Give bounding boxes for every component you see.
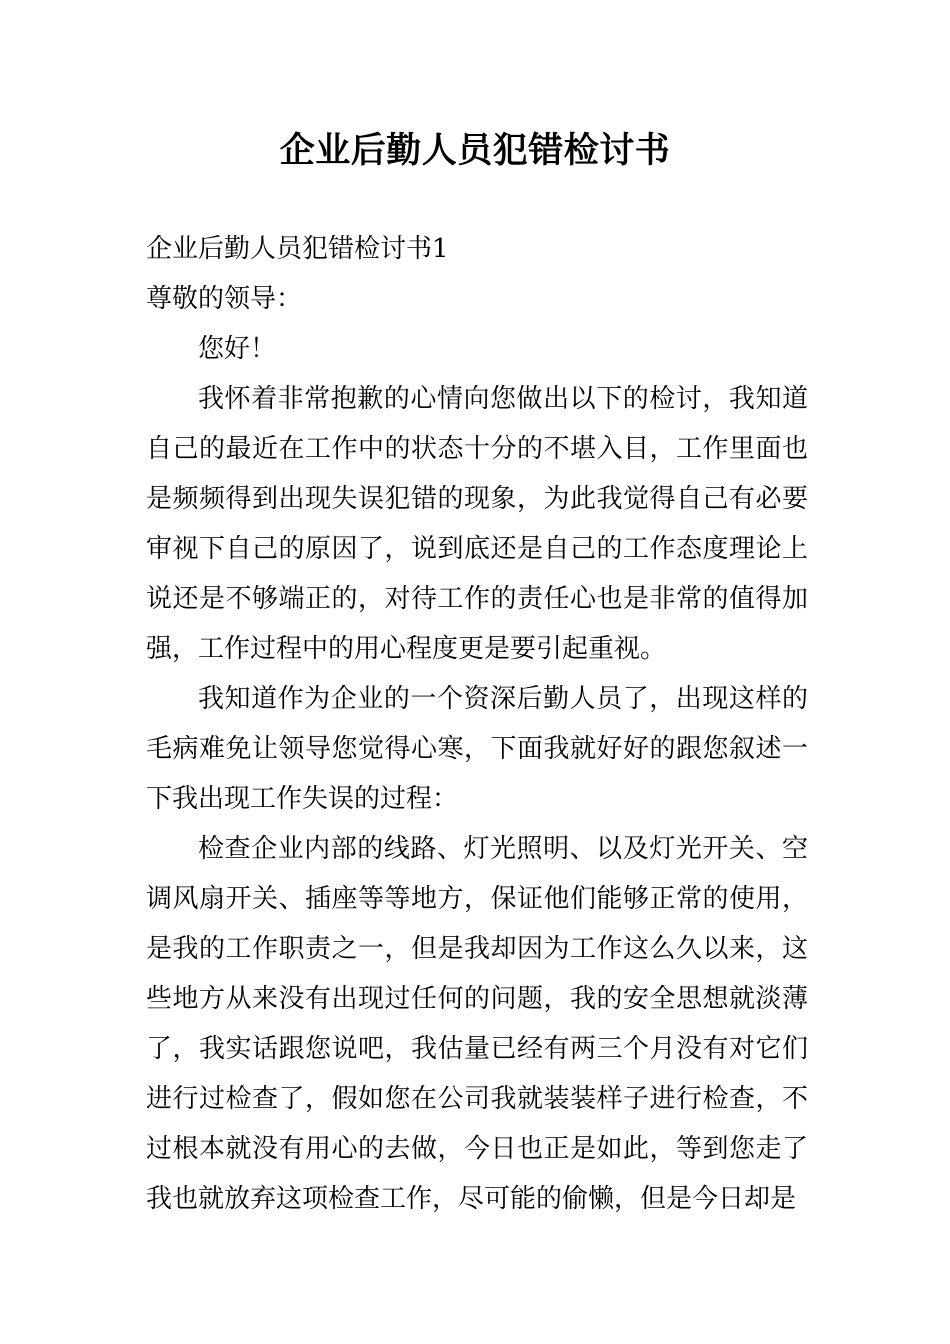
paragraph-2: 我知道作为企业的一个资深后勤人员了，出现这样的毛病难免让领导您觉得心寒，下面我就好好的跟您叙述一下我出现工作失误的过程： [146, 684, 808, 814]
salutation: 尊敬的领导： [146, 284, 303, 314]
document-subtitle: 企业后勤人员犯错检讨书1 [146, 234, 449, 264]
document-body [146, 224, 808, 1224]
paragraph-3: 检查企业内部的线路、灯光照明、以及灯光开关、空调风扇开关、插座等等地方，保证他们能够正常的使用，是我的工作职责之一，但是我却因为工作这么久以来，这些地方从来没有出现过任何的问题，我的安全思想就淡薄了，我实话跟您说吧，我估量已经有两三个月没有对它们进行过检查了，假如您在公司我就装装样子进行检查，不过根本就没有用心的去做，今日也正是如此，等到您走了我也就放弃这项检查工作，尽可能的偷懒，但是今日却是 [146, 834, 808, 1214]
paragraph-1: 我怀着非常抱歉的心情向您做出以下的检讨，我知道自己的最近在工作中的状态十分的不堪入目，工作里面也是频频得到出现失误犯错的现象，为此我觉得自己有必要审视下自己的原因了，说到底还是自己的工作态度理论上说还是不够端正的，对待工作的责任心也是非常的值得加强，工作过程中的用心程度更是要引起重视。 [146, 384, 808, 664]
document-title: 企业后勤人员犯错检讨书 [279, 130, 671, 171]
greeting: 您好！ [198, 334, 277, 364]
